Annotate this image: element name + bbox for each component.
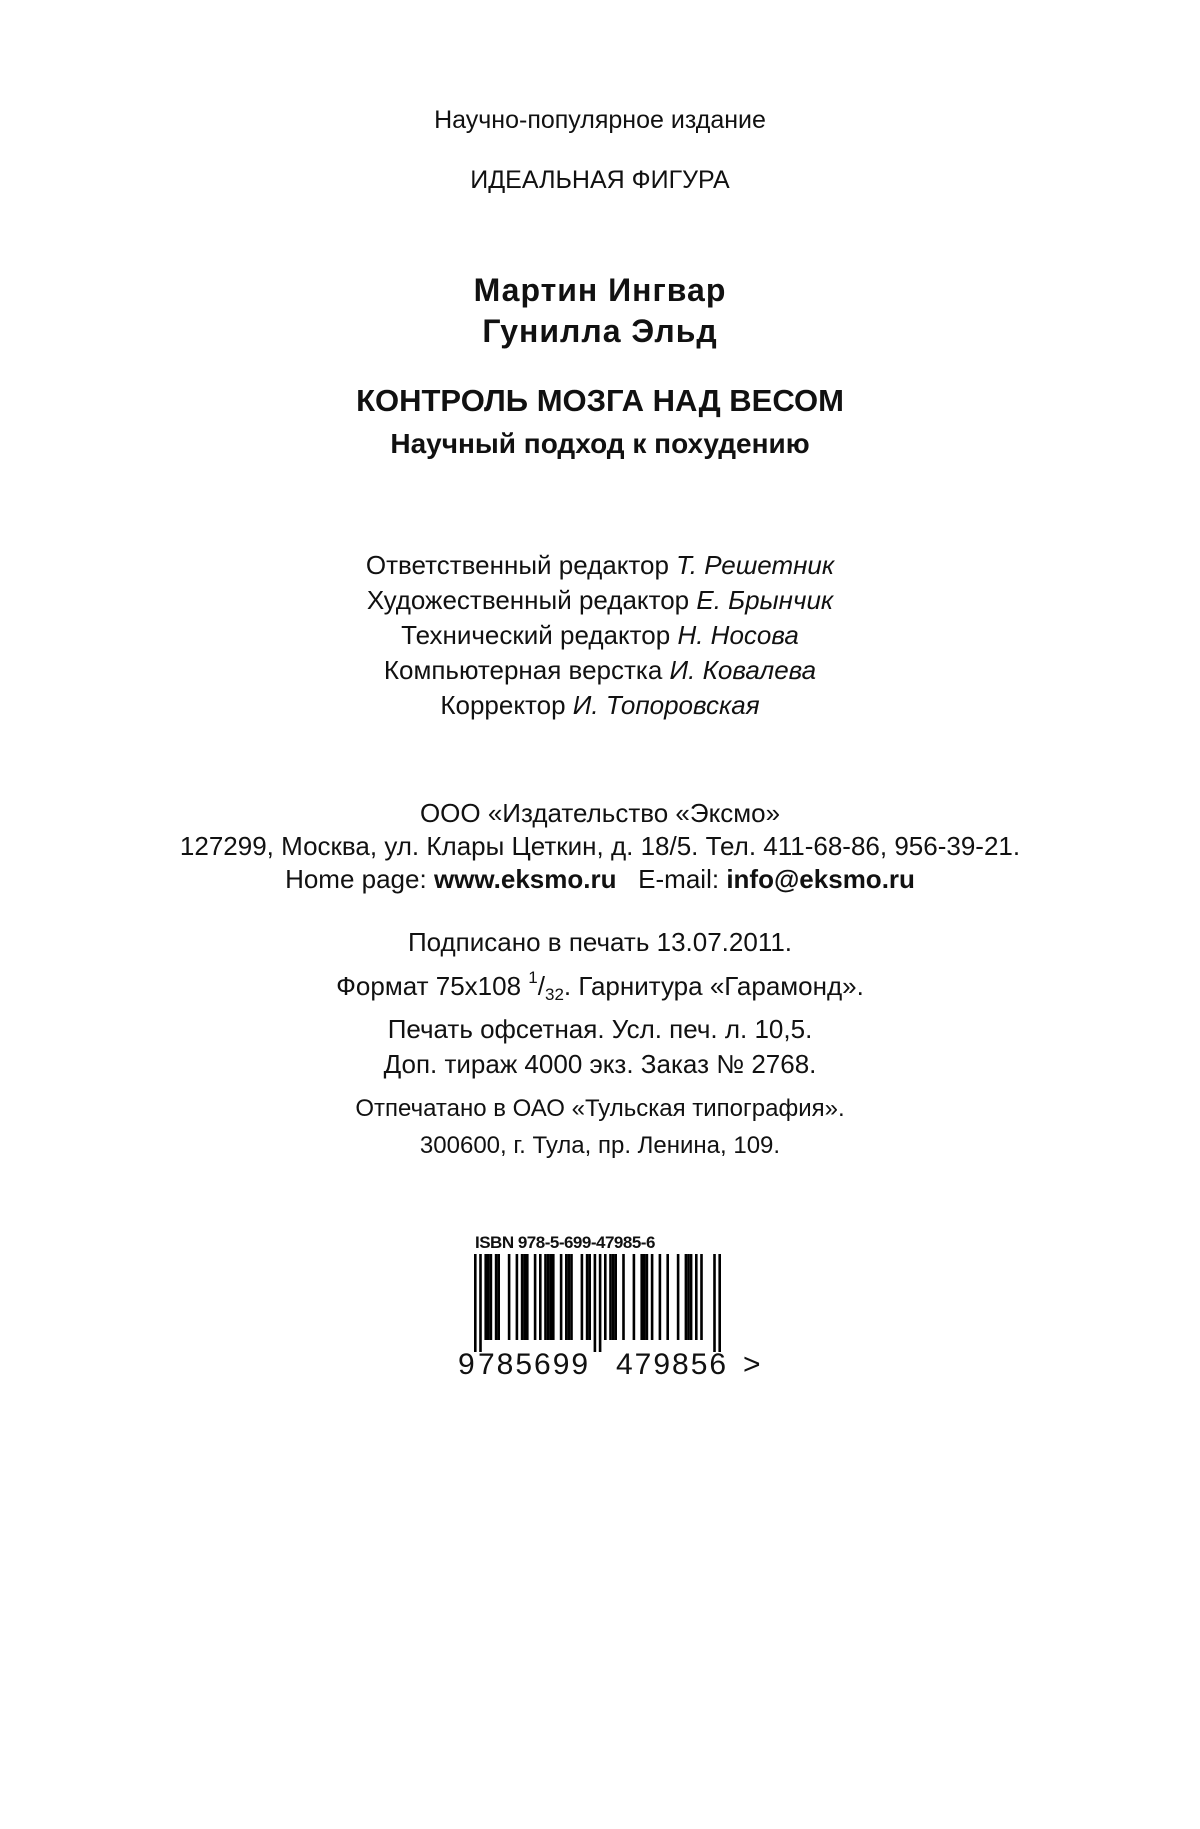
barcode-bar (677, 1254, 680, 1340)
publisher-contacts (0, 863, 1200, 896)
credit-role: Технический редактор (401, 620, 671, 650)
credit-row (0, 618, 1200, 653)
credit-role: Художественный редактор (366, 585, 690, 615)
barcode-block (458, 1232, 768, 1386)
printer-address: 300600, г. Тула, пр. Ленина, 109. (419, 1132, 781, 1159)
format-denominator: 32 (544, 985, 564, 1004)
barcode-bar (560, 1254, 563, 1340)
credit-name: И. Топоровская (572, 690, 760, 720)
printing-line: Печать офсетная. Усл. печ. л. 10,5. (387, 1014, 813, 1044)
print-info-block (0, 925, 1200, 1082)
barcode-icon (458, 1254, 768, 1352)
barcode-arrow: > (743, 1348, 761, 1381)
barcode-bar (690, 1254, 693, 1340)
barcode-guard-bar (713, 1254, 716, 1352)
printer-block (0, 1090, 1200, 1164)
email-label: E-mail: (638, 864, 720, 894)
homepage-link[interactable]: www.eksmo.ru (433, 864, 617, 894)
barcode-guard-bar (599, 1254, 602, 1352)
barcode-bar (552, 1254, 555, 1340)
barcode-bar (659, 1254, 662, 1340)
barcode-bar (614, 1254, 617, 1340)
run-line: Доп. тираж 4000 экз. Заказ № 2768. (383, 1049, 817, 1079)
barcode-bar (549, 1254, 552, 1340)
book-subtitle: Научный подход к похудению (390, 428, 810, 459)
barcode-bar (685, 1254, 688, 1340)
publisher-block (0, 797, 1200, 896)
barcode-digits-right: 479856 (616, 1348, 729, 1381)
credit-row (0, 653, 1200, 688)
barcode-bar (633, 1254, 636, 1340)
credits-block (0, 548, 1200, 723)
publisher-address: 127299, Москва, ул. Клары Цеткин, д. 18/5. Тел. 411-68-86, 956-39-21. (179, 831, 1021, 861)
barcode-bar (539, 1254, 542, 1340)
barcode-digit-first: 9 (458, 1348, 475, 1381)
barcode-bar (651, 1254, 654, 1340)
publisher-name: ООО «Издательство «Эксмо» (419, 798, 781, 828)
barcode-bar (646, 1254, 649, 1340)
barcode-bar (523, 1254, 526, 1340)
homepage-label: Home page: (285, 864, 427, 894)
credit-name: Т. Решетник (676, 550, 835, 580)
barcode-bar (581, 1254, 584, 1340)
credit-role: Корректор (440, 690, 566, 720)
barcode-guard-bar (474, 1254, 477, 1352)
barcode-bar (568, 1254, 571, 1340)
barcode-digits-left: 785699 (478, 1348, 591, 1381)
credit-row (0, 548, 1200, 583)
barcode-bar (586, 1254, 589, 1340)
series-label: Научно-популярное издание (434, 106, 766, 134)
barcode-bar (544, 1254, 547, 1340)
barcode-bar (643, 1254, 646, 1340)
author-2: Гунилла Эльд (482, 313, 718, 349)
barcode-bar (588, 1254, 591, 1340)
barcode-bar (508, 1254, 511, 1340)
credit-name: И. Ковалева (669, 655, 817, 685)
book-title: КОНТРОЛЬ МОЗГА НАД ВЕСОМ (356, 383, 844, 418)
barcode-bar (622, 1254, 625, 1340)
barcode-bar (687, 1254, 690, 1340)
barcode-bar (666, 1254, 669, 1340)
barcode-bar (565, 1254, 568, 1340)
barcode-bar (695, 1254, 698, 1340)
barcode-guard-bar (479, 1254, 482, 1352)
barcode-bar (487, 1254, 490, 1340)
barcode-bar (570, 1254, 573, 1340)
barcode-bar (534, 1254, 537, 1340)
barcode-bar (484, 1254, 487, 1340)
format-prefix: Формат 75х108 (336, 971, 522, 1001)
format-numerator: 1 (528, 968, 538, 987)
email-link[interactable]: info@eksmo.ru (726, 864, 915, 894)
barcode-bar (700, 1254, 703, 1340)
barcode-bar (547, 1254, 550, 1340)
barcode-bar (521, 1254, 524, 1340)
credit-role: Компьютерная верстка (383, 655, 663, 685)
series-title: ИДЕАЛЬНАЯ ФИГУРА (470, 166, 730, 194)
barcode-guard-bar (718, 1254, 721, 1352)
barcode-bar (497, 1254, 500, 1340)
credit-row (0, 583, 1200, 618)
credit-role: Ответственный редактор (365, 550, 669, 580)
barcode-bar (516, 1254, 519, 1340)
author-1: Мартин Ингвар (473, 272, 727, 308)
format-line: Формат 75х108 $^1/_{32}$. Гарнитура «Гарамонд». (336, 968, 864, 1004)
barcode-bar (612, 1254, 615, 1340)
barcode-bar (490, 1254, 493, 1340)
credit-name: Н. Носова (677, 620, 799, 650)
barcode-bar (526, 1254, 529, 1340)
barcode-bar (495, 1254, 498, 1340)
signed-date: Подписано в печать 13.07.2011. (407, 927, 793, 957)
barcode-bar (609, 1254, 612, 1340)
barcode-bar (604, 1254, 607, 1340)
barcode-guard-bar (594, 1254, 597, 1352)
isbn-label: ISBN 978-5-699-47985-6 (475, 1233, 655, 1252)
printer-name: Отпечатано в ОАО «Тульская типография». (355, 1095, 845, 1122)
credit-row (0, 688, 1200, 723)
barcode-digits (458, 1348, 768, 1386)
barcode-bar (640, 1254, 643, 1340)
format-suffix: . Гарнитура «Гарамонд». (563, 971, 864, 1001)
credit-name: Е. Брынчик (696, 585, 834, 615)
